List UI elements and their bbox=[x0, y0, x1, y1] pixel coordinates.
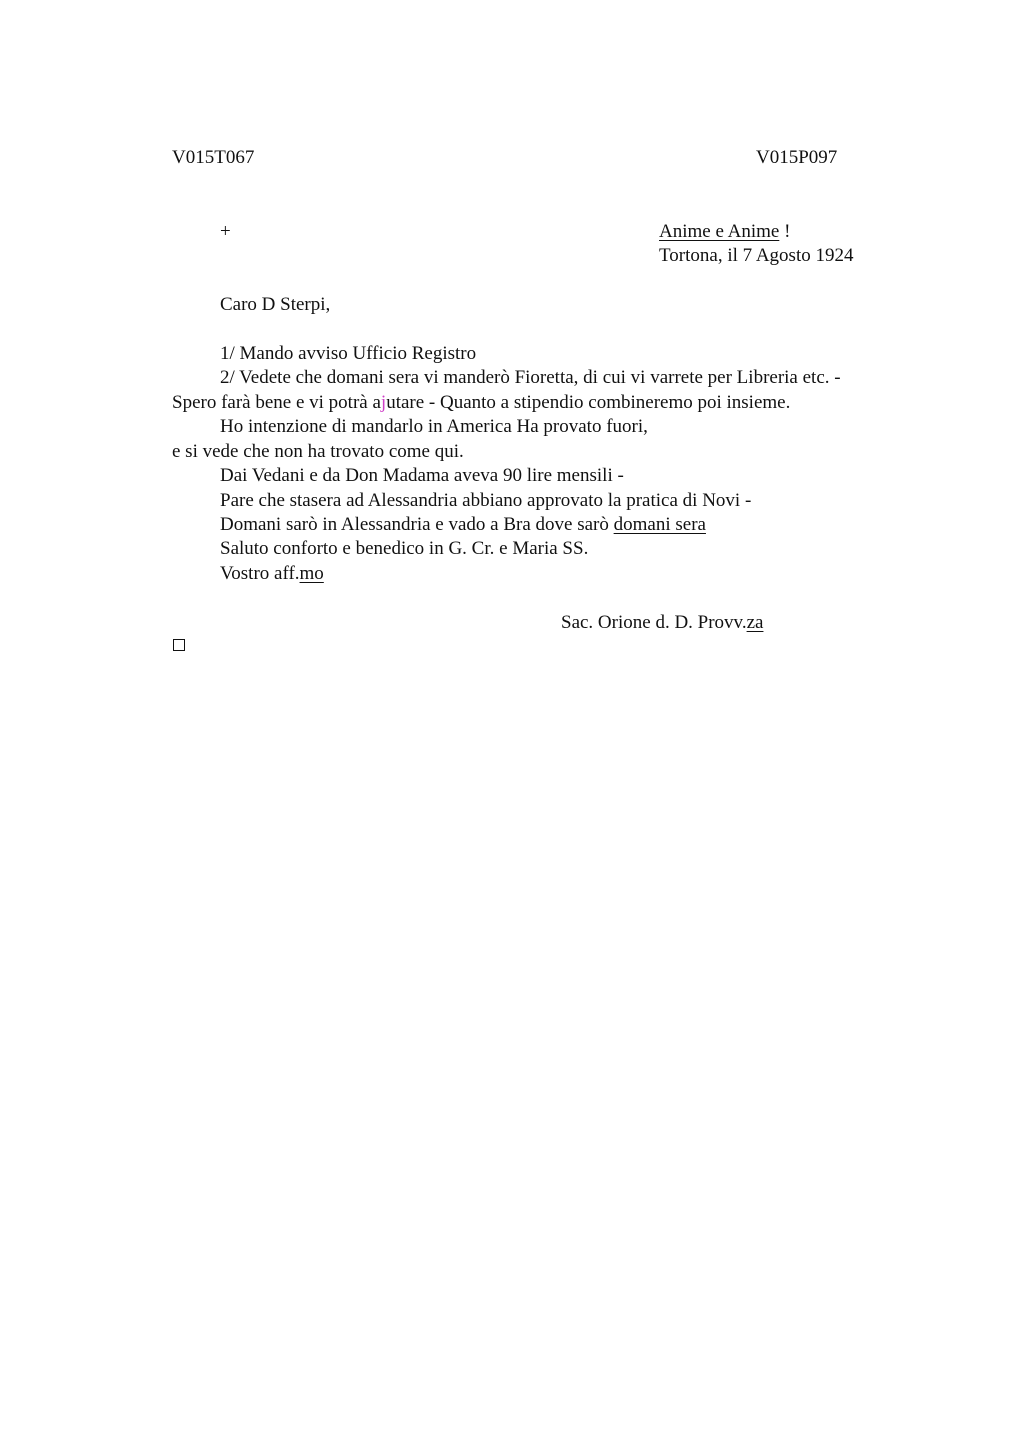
document-code-right: V015P097 bbox=[756, 147, 838, 168]
salutation: Caro D Sterpi, bbox=[220, 294, 331, 315]
body-line-2: 2/ Vedete che domani sera vi manderò Fioretta, di cui vi varrete per Libreria etc. - bbox=[220, 367, 841, 388]
empty-checkbox-square bbox=[173, 639, 185, 651]
motto-rest: ! bbox=[779, 221, 791, 242]
body-line-6: Dai Vedani e da Don Madama aveva 90 lire mensili - bbox=[220, 465, 624, 486]
signature bbox=[561, 611, 763, 635]
closing-underlined: mo bbox=[299, 563, 324, 584]
motto bbox=[659, 220, 790, 244]
body-line-1: 1/ Mando avviso Ufficio Registro bbox=[220, 343, 477, 364]
closing bbox=[220, 562, 324, 586]
highlighted-letter: j bbox=[380, 392, 387, 413]
cross-mark: + bbox=[220, 221, 231, 242]
body-line-5: e si vede che non ha trovato come qui. bbox=[172, 441, 464, 462]
closing-start: Vostro aff. bbox=[220, 563, 300, 584]
signature-main: Sac. Orione d. D. Provv. bbox=[561, 612, 747, 633]
body-line-7: Pare che stasera ad Alessandria abbiano approvato la pratica di Novi - bbox=[220, 490, 752, 511]
body-line-8-underlined: domani sera bbox=[613, 514, 706, 535]
body-line-9: Saluto conforto e benedico in G. Cr. e Maria SS. bbox=[220, 538, 589, 559]
body-line-3 bbox=[172, 391, 790, 415]
body-line-4: Ho intenzione di mandarlo in America Ha provato fuori, bbox=[220, 416, 648, 437]
body-line-3-start: Spero farà bene e vi potrà a bbox=[172, 392, 381, 413]
document-code-left: V015T067 bbox=[172, 147, 255, 168]
motto-underlined: Anime e Anime bbox=[659, 221, 780, 242]
signature-underlined: za bbox=[746, 612, 764, 633]
body-line-8 bbox=[220, 513, 706, 537]
place-date: Tortona, il 7 Agosto 1924 bbox=[659, 245, 854, 266]
body-line-3-end: utare - Quanto a stipendio combineremo poi insieme. bbox=[386, 392, 791, 413]
body-line-8-start: Domani sarò in Alessandria e vado a Bra dove sarò bbox=[220, 514, 614, 535]
